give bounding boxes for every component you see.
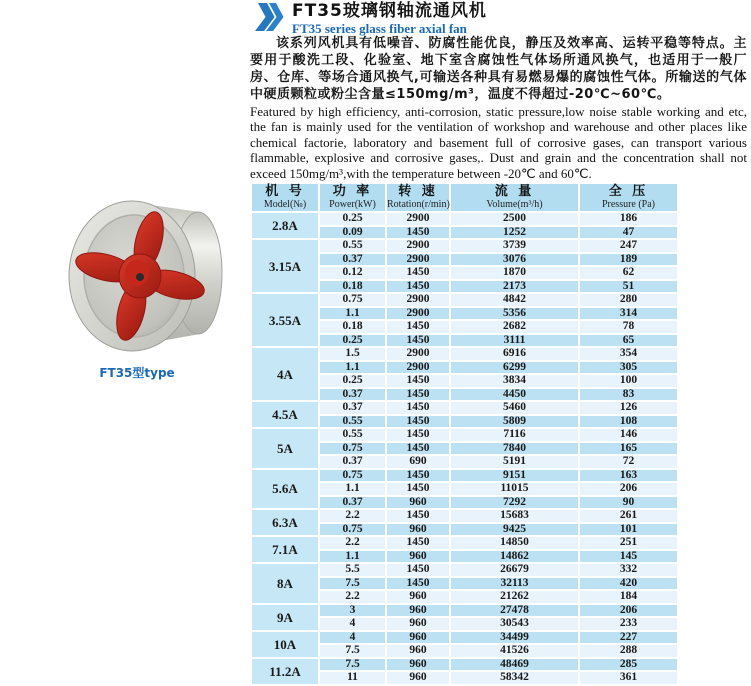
value-cell: 1450 <box>386 442 450 456</box>
value-cell: 2900 <box>386 212 450 226</box>
value-cell: 1.5 <box>319 347 386 361</box>
value-cell: 2.2 <box>319 590 386 604</box>
value-cell: 2.2 <box>319 536 386 550</box>
double-chevron-icon <box>256 3 286 33</box>
value-cell: 5356 <box>450 307 579 321</box>
value-cell: 251 <box>579 536 678 550</box>
model-cell: 6.3A <box>251 509 319 536</box>
value-cell: 1450 <box>386 509 450 523</box>
column-header: 机 号 Model(№) <box>251 183 319 212</box>
value-cell: 960 <box>386 658 450 672</box>
value-cell: 354 <box>579 347 678 361</box>
value-cell: 2900 <box>386 347 450 361</box>
value-cell: 332 <box>579 563 678 577</box>
value-cell: 1870 <box>450 266 579 280</box>
fan-product-image <box>48 188 226 366</box>
table-row <box>251 604 678 618</box>
value-cell: 690 <box>386 455 450 469</box>
value-cell: 4 <box>319 631 386 645</box>
value-cell: 0.37 <box>319 253 386 267</box>
model-cell: 5A <box>251 428 319 469</box>
value-cell: 9425 <box>450 523 579 537</box>
table-row <box>251 469 678 483</box>
table-row <box>251 293 678 307</box>
value-cell: 14862 <box>450 550 579 564</box>
value-cell: 305 <box>579 361 678 375</box>
table-row <box>251 631 678 645</box>
value-cell: 0.37 <box>319 401 386 415</box>
value-cell: 5.5 <box>319 563 386 577</box>
value-cell: 101 <box>579 523 678 537</box>
value-cell: 206 <box>579 482 678 496</box>
value-cell: 47 <box>579 226 678 240</box>
value-cell: 48469 <box>450 658 579 672</box>
value-cell: 51 <box>579 280 678 294</box>
value-cell: 3076 <box>450 253 579 267</box>
value-cell: 100 <box>579 374 678 388</box>
value-cell: 2900 <box>386 361 450 375</box>
model-cell: 8A <box>251 563 319 604</box>
column-header: 流 量 Volume(m³/h) <box>450 183 579 212</box>
spec-table-header <box>251 183 678 212</box>
model-cell: 7.1A <box>251 536 319 563</box>
value-cell: 5809 <box>450 415 579 429</box>
value-cell: 960 <box>386 590 450 604</box>
table-row <box>251 212 678 226</box>
value-cell: 5460 <box>450 401 579 415</box>
value-cell: 960 <box>386 550 450 564</box>
value-cell: 314 <box>579 307 678 321</box>
model-cell: 5.6A <box>251 469 319 510</box>
column-header: 全 压 Pressure (Pa) <box>579 183 678 212</box>
table-row <box>251 428 678 442</box>
value-cell: 65 <box>579 334 678 348</box>
table-row <box>251 347 678 361</box>
value-cell: 0.55 <box>319 239 386 253</box>
model-cell: 3.55A <box>251 293 319 347</box>
model-cell: 3.15A <box>251 239 319 293</box>
value-cell: 30543 <box>450 617 579 631</box>
value-cell: 165 <box>579 442 678 456</box>
value-cell: 1.1 <box>319 361 386 375</box>
table-row <box>251 239 678 253</box>
value-cell: 0.55 <box>319 428 386 442</box>
value-cell: 15683 <box>450 509 579 523</box>
value-cell: 0.37 <box>319 496 386 510</box>
value-cell: 206 <box>579 604 678 618</box>
value-cell: 1.1 <box>319 307 386 321</box>
value-cell: 1252 <box>450 226 579 240</box>
value-cell: 0.25 <box>319 212 386 226</box>
value-cell: 960 <box>386 523 450 537</box>
model-cell: 4.5A <box>251 401 319 428</box>
value-cell: 247 <box>579 239 678 253</box>
value-cell: 1450 <box>386 469 450 483</box>
value-cell: 3739 <box>450 239 579 253</box>
value-cell: 0.75 <box>319 469 386 483</box>
value-cell: 288 <box>579 644 678 658</box>
value-cell: 1450 <box>386 280 450 294</box>
value-cell: 2900 <box>386 253 450 267</box>
value-cell: 0.12 <box>319 266 386 280</box>
value-cell: 26679 <box>450 563 579 577</box>
model-cell: 11.2A <box>251 658 319 685</box>
value-cell: 0.75 <box>319 523 386 537</box>
value-cell: 146 <box>579 428 678 442</box>
value-cell: 9151 <box>450 469 579 483</box>
value-cell: 6299 <box>450 361 579 375</box>
value-cell: 21262 <box>450 590 579 604</box>
value-cell: 2900 <box>386 307 450 321</box>
value-cell: 32113 <box>450 577 579 591</box>
column-header: 功 率 Power(kW) <box>319 183 386 212</box>
value-cell: 1450 <box>386 563 450 577</box>
value-cell: 960 <box>386 604 450 618</box>
page-subtitle: FT35 series glass fiber axial fan <box>292 21 467 36</box>
value-cell: 1450 <box>386 482 450 496</box>
value-cell: 83 <box>579 388 678 402</box>
value-cell: 78 <box>579 320 678 334</box>
value-cell: 1450 <box>386 320 450 334</box>
value-cell: 108 <box>579 415 678 429</box>
value-cell: 0.25 <box>319 334 386 348</box>
value-cell: 1450 <box>386 428 450 442</box>
value-cell: 186 <box>579 212 678 226</box>
value-cell: 1450 <box>386 536 450 550</box>
figure-caption: FT35型type <box>99 366 175 380</box>
value-cell: 1450 <box>386 266 450 280</box>
value-cell: 41526 <box>450 644 579 658</box>
value-cell: 0.25 <box>319 374 386 388</box>
value-cell: 960 <box>386 671 450 685</box>
value-cell: 7116 <box>450 428 579 442</box>
value-cell: 261 <box>579 509 678 523</box>
model-cell: 10A <box>251 631 319 658</box>
intro-paragraph-cn: 该系列风机具有低噪音、防腐性能优良，静压及效率高、运转平稳等特点。主要用于酸洗工段、化验室、地下室含腐蚀性气体场所通风换气，也适用于一般厂房、仓库、等场合通风换气,可输送各种具有易燃易爆的腐蚀性气体。所输送的气体中硬质颗粒或粉尘含量≤150mg/m³，温度不得超过-20℃~60℃。 <box>250 36 747 102</box>
value-cell: 184 <box>579 590 678 604</box>
value-cell: 960 <box>386 631 450 645</box>
table-row <box>251 536 678 550</box>
value-cell: 285 <box>579 658 678 672</box>
value-cell: 1450 <box>386 415 450 429</box>
model-cell: 2.8A <box>251 212 319 239</box>
value-cell: 0.37 <box>319 388 386 402</box>
value-cell: 6916 <box>450 347 579 361</box>
value-cell: 62 <box>579 266 678 280</box>
value-cell: 0.18 <box>319 280 386 294</box>
value-cell: 361 <box>579 671 678 685</box>
value-cell: 11 <box>319 671 386 685</box>
value-cell: 0.18 <box>319 320 386 334</box>
value-cell: 1450 <box>386 388 450 402</box>
value-cell: 0.37 <box>319 455 386 469</box>
value-cell: 2500 <box>450 212 579 226</box>
value-cell: 0.75 <box>319 293 386 307</box>
value-cell: 11015 <box>450 482 579 496</box>
value-cell: 145 <box>579 550 678 564</box>
value-cell: 233 <box>579 617 678 631</box>
value-cell: 7840 <box>450 442 579 456</box>
value-cell: 58342 <box>450 671 579 685</box>
value-cell: 189 <box>579 253 678 267</box>
model-cell: 9A <box>251 604 319 631</box>
spec-table <box>250 182 679 686</box>
table-row <box>251 563 678 577</box>
page-header <box>256 3 487 35</box>
value-cell: 90 <box>579 496 678 510</box>
value-cell: 227 <box>579 631 678 645</box>
value-cell: 2173 <box>450 280 579 294</box>
spec-table-body <box>251 212 678 685</box>
value-cell: 4450 <box>450 388 579 402</box>
value-cell: 126 <box>579 401 678 415</box>
value-cell: 280 <box>579 293 678 307</box>
value-cell: 0.75 <box>319 442 386 456</box>
value-cell: 1450 <box>386 401 450 415</box>
value-cell: 7.5 <box>319 577 386 591</box>
value-cell: 1.1 <box>319 482 386 496</box>
value-cell: 1450 <box>386 334 450 348</box>
title-block <box>292 3 487 35</box>
value-cell: 3 <box>319 604 386 618</box>
column-header: 转 速 Rotation(r/min) <box>387 184 450 210</box>
table-row <box>251 401 678 415</box>
value-cell: 960 <box>386 617 450 631</box>
value-cell: 7.5 <box>319 658 386 672</box>
value-cell: 4842 <box>450 293 579 307</box>
value-cell: 27478 <box>450 604 579 618</box>
model-cell: 4A <box>251 347 319 401</box>
value-cell: 2900 <box>386 293 450 307</box>
value-cell: 34499 <box>450 631 579 645</box>
value-cell: 7.5 <box>319 644 386 658</box>
value-cell: 420 <box>579 577 678 591</box>
value-cell: 0.09 <box>319 226 386 240</box>
table-row <box>251 509 678 523</box>
value-cell: 1450 <box>386 577 450 591</box>
value-cell: 4 <box>319 617 386 631</box>
value-cell: 1450 <box>386 226 450 240</box>
value-cell: 72 <box>579 455 678 469</box>
value-cell: 163 <box>579 469 678 483</box>
value-cell: 3834 <box>450 374 579 388</box>
value-cell: 1.1 <box>319 550 386 564</box>
value-cell: 2900 <box>386 239 450 253</box>
value-cell: 5191 <box>450 455 579 469</box>
value-cell: 3111 <box>450 334 579 348</box>
page-title: FT35玻璃钢轴流通风机 <box>292 1 487 21</box>
value-cell: 1450 <box>386 374 450 388</box>
value-cell: 14850 <box>450 536 579 550</box>
intro-paragraph-en: Featured by high efficiency, anti-corrosion, static pressure,low noise stable working and etc, the fan is mainly used for the ventilation of workshop and warehouse and other places like chemical factorie, laboratory and basement full of corrosive gases, can transport various flammable, explosive and corrosive gases,. Dust and grain and the concentration shall not exceed 150mg/m³,with the temperature between -20℃ and 60℃. <box>250 104 747 181</box>
value-cell: 0.55 <box>319 415 386 429</box>
value-cell: 2.2 <box>319 509 386 523</box>
value-cell: 960 <box>386 496 450 510</box>
value-cell: 7292 <box>450 496 579 510</box>
table-row <box>251 658 678 672</box>
value-cell: 960 <box>386 644 450 658</box>
value-cell: 2682 <box>450 320 579 334</box>
